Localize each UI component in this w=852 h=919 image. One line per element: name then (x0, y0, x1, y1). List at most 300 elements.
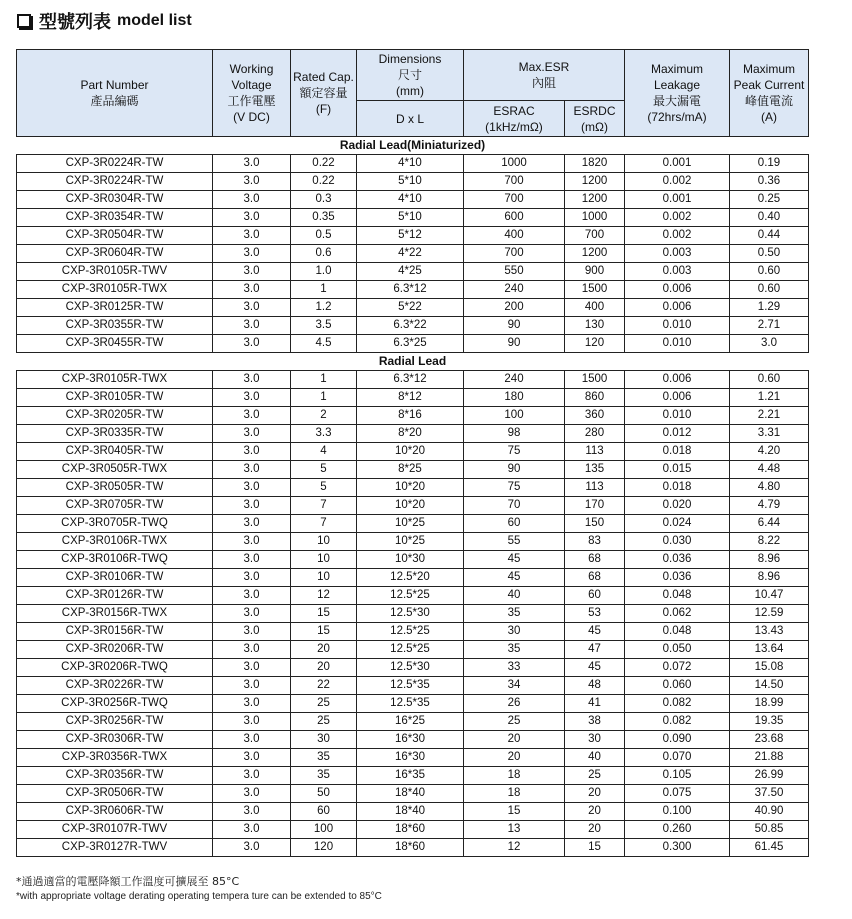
cell-part-number: CXP-3R0224R-TW (17, 173, 213, 191)
cell-dimensions: 10*25 (357, 533, 464, 551)
cell-working-voltage: 3.0 (213, 191, 291, 209)
cell-peak-current: 0.40 (730, 209, 809, 227)
table-row (17, 227, 809, 245)
cell-max-leakage: 0.010 (625, 317, 730, 335)
cell-max-leakage: 0.030 (625, 533, 730, 551)
table-row (17, 479, 809, 497)
cell-working-voltage: 3.0 (213, 551, 291, 569)
cell-part-number: CXP-3R0156R-TWX (17, 605, 213, 623)
table-row (17, 515, 809, 533)
cell-working-voltage: 3.0 (213, 713, 291, 731)
cell-peak-current: 6.44 (730, 515, 809, 533)
cell-max-leakage: 0.050 (625, 641, 730, 659)
cell-working-voltage: 3.0 (213, 587, 291, 605)
cell-esrac: 26 (464, 695, 565, 713)
table-row (17, 299, 809, 317)
cell-esrac: 25 (464, 713, 565, 731)
cell-esrdc: 53 (565, 605, 625, 623)
cell-esrdc: 113 (565, 443, 625, 461)
cell-max-leakage: 0.082 (625, 713, 730, 731)
cell-part-number: CXP-3R0335R-TW (17, 425, 213, 443)
cell-rated-capacitance: 15 (291, 623, 357, 641)
table-row (17, 767, 809, 785)
cell-working-voltage: 3.0 (213, 533, 291, 551)
cell-part-number: CXP-3R0356R-TW (17, 767, 213, 785)
cell-peak-current: 0.25 (730, 191, 809, 209)
cell-esrdc: 48 (565, 677, 625, 695)
cell-part-number: CXP-3R0455R-TW (17, 335, 213, 353)
table-row (17, 785, 809, 803)
cell-part-number: CXP-3R0226R-TW (17, 677, 213, 695)
cell-peak-current: 4.20 (730, 443, 809, 461)
table-row (17, 605, 809, 623)
cell-working-voltage: 3.0 (213, 461, 291, 479)
cell-dimensions: 10*20 (357, 443, 464, 461)
cell-peak-current: 0.50 (730, 245, 809, 263)
cell-esrac: 75 (464, 443, 565, 461)
cell-part-number: CXP-3R0505R-TW (17, 479, 213, 497)
cell-esrac: 20 (464, 749, 565, 767)
cell-dimensions: 5*10 (357, 209, 464, 227)
cell-peak-current: 0.44 (730, 227, 809, 245)
table-row (17, 461, 809, 479)
cell-dimensions: 8*12 (357, 389, 464, 407)
cell-rated-capacitance: 7 (291, 497, 357, 515)
cell-esrac: 60 (464, 515, 565, 533)
cell-part-number: CXP-3R0105R-TWV (17, 263, 213, 281)
cell-dimensions: 18*40 (357, 803, 464, 821)
cell-max-leakage: 0.070 (625, 749, 730, 767)
cell-dimensions: 16*30 (357, 749, 464, 767)
cell-max-leakage: 0.002 (625, 227, 730, 245)
cell-esrdc: 113 (565, 479, 625, 497)
cell-dimensions: 12.5*25 (357, 587, 464, 605)
cell-esrac: 12 (464, 839, 565, 857)
cell-rated-capacitance: 10 (291, 569, 357, 587)
cell-esrdc: 900 (565, 263, 625, 281)
cell-esrdc: 20 (565, 803, 625, 821)
cell-peak-current: 26.99 (730, 767, 809, 785)
cell-dimensions: 10*20 (357, 497, 464, 515)
cell-esrdc: 360 (565, 407, 625, 425)
cell-rated-capacitance: 100 (291, 821, 357, 839)
cell-max-leakage: 0.024 (625, 515, 730, 533)
cell-max-leakage: 0.018 (625, 479, 730, 497)
section-header-row (17, 137, 809, 155)
cell-max-leakage: 0.048 (625, 587, 730, 605)
cell-esrdc: 130 (565, 317, 625, 335)
cell-peak-current: 0.60 (730, 281, 809, 299)
cell-max-leakage: 0.010 (625, 335, 730, 353)
footnote-en: *with appropriate voltage derating operating tempera ture can be extended to 85°C (16, 891, 382, 902)
cell-esrac: 240 (464, 281, 565, 299)
cell-rated-capacitance: 4 (291, 443, 357, 461)
cell-rated-capacitance: 120 (291, 839, 357, 857)
cell-dimensions: 6.3*25 (357, 335, 464, 353)
cell-peak-current: 8.96 (730, 551, 809, 569)
cell-part-number: CXP-3R0106R-TWQ (17, 551, 213, 569)
cell-max-leakage: 0.300 (625, 839, 730, 857)
cell-max-leakage: 0.018 (625, 443, 730, 461)
table-row (17, 533, 809, 551)
cell-working-voltage: 3.0 (213, 785, 291, 803)
cell-part-number: CXP-3R0705R-TWQ (17, 515, 213, 533)
cell-rated-capacitance: 1 (291, 281, 357, 299)
cell-esrdc: 30 (565, 731, 625, 749)
cell-esrac: 240 (464, 371, 565, 389)
table-row (17, 425, 809, 443)
cell-dimensions: 5*10 (357, 173, 464, 191)
cell-dimensions: 16*35 (357, 767, 464, 785)
cell-working-voltage: 3.0 (213, 695, 291, 713)
cell-rated-capacitance: 10 (291, 533, 357, 551)
table-row (17, 659, 809, 677)
cell-dimensions: 12.5*25 (357, 623, 464, 641)
cell-dimensions: 8*16 (357, 407, 464, 425)
table-body (17, 137, 809, 857)
table-row (17, 803, 809, 821)
cell-esrac: 700 (464, 245, 565, 263)
cell-working-voltage: 3.0 (213, 299, 291, 317)
header-dimensions: Dimensions 尺寸 (mm) (357, 50, 464, 101)
cell-esrac: 90 (464, 335, 565, 353)
cell-dimensions: 12.5*30 (357, 605, 464, 623)
cell-dimensions: 12.5*20 (357, 569, 464, 587)
cell-dimensions: 12.5*25 (357, 641, 464, 659)
cell-rated-capacitance: 0.3 (291, 191, 357, 209)
cell-esrdc: 1200 (565, 191, 625, 209)
table-row (17, 191, 809, 209)
table-row (17, 209, 809, 227)
header-working-voltage: Working Voltage 工作電壓 (V DC) (213, 50, 291, 137)
cell-rated-capacitance: 3.5 (291, 317, 357, 335)
cell-esrdc: 400 (565, 299, 625, 317)
cell-working-voltage: 3.0 (213, 263, 291, 281)
cell-rated-capacitance: 5 (291, 479, 357, 497)
cell-peak-current: 18.99 (730, 695, 809, 713)
cell-max-leakage: 0.003 (625, 263, 730, 281)
header-max-peak-current: Maximum Peak Current 峰值電流 (A) (730, 50, 809, 137)
cell-max-leakage: 0.062 (625, 605, 730, 623)
cell-esrac: 45 (464, 551, 565, 569)
cell-dimensions: 5*22 (357, 299, 464, 317)
cell-working-voltage: 3.0 (213, 209, 291, 227)
cell-esrdc: 45 (565, 659, 625, 677)
table-row (17, 371, 809, 389)
cell-working-voltage: 3.0 (213, 749, 291, 767)
cell-esrdc: 1200 (565, 173, 625, 191)
table-row (17, 713, 809, 731)
title-zh: 型號列表 (39, 12, 111, 33)
cell-part-number: CXP-3R0105R-TWX (17, 281, 213, 299)
table-row (17, 407, 809, 425)
cell-dimensions: 6.3*12 (357, 371, 464, 389)
cell-dimensions: 12.5*35 (357, 695, 464, 713)
cell-dimensions: 10*20 (357, 479, 464, 497)
cell-esrdc: 700 (565, 227, 625, 245)
cell-esrac: 75 (464, 479, 565, 497)
cell-peak-current: 4.48 (730, 461, 809, 479)
table-row (17, 551, 809, 569)
cell-esrac: 33 (464, 659, 565, 677)
cell-max-leakage: 0.105 (625, 767, 730, 785)
cell-rated-capacitance: 1.0 (291, 263, 357, 281)
cell-peak-current: 13.43 (730, 623, 809, 641)
cell-esrac: 700 (464, 173, 565, 191)
cell-rated-capacitance: 4.5 (291, 335, 357, 353)
cell-part-number: CXP-3R0205R-TW (17, 407, 213, 425)
checkbox-square-icon (17, 14, 31, 28)
cell-dimensions: 18*40 (357, 785, 464, 803)
cell-esrac: 600 (464, 209, 565, 227)
cell-peak-current: 3.0 (730, 335, 809, 353)
cell-max-leakage: 0.001 (625, 155, 730, 173)
cell-rated-capacitance: 35 (291, 749, 357, 767)
cell-working-voltage: 3.0 (213, 245, 291, 263)
header-esrac: ESRAC (1kHz/mΩ) (464, 101, 565, 137)
cell-max-leakage: 0.001 (625, 191, 730, 209)
title-en: model list (117, 12, 192, 29)
table-row (17, 677, 809, 695)
cell-esrac: 15 (464, 803, 565, 821)
cell-part-number: CXP-3R0105R-TWX (17, 371, 213, 389)
cell-rated-capacitance: 10 (291, 551, 357, 569)
cell-max-leakage: 0.260 (625, 821, 730, 839)
cell-rated-capacitance: 0.6 (291, 245, 357, 263)
cell-part-number: CXP-3R0156R-TW (17, 623, 213, 641)
cell-part-number: CXP-3R0306R-TW (17, 731, 213, 749)
cell-part-number: CXP-3R0127R-TWV (17, 839, 213, 857)
cell-part-number: CXP-3R0304R-TW (17, 191, 213, 209)
cell-max-leakage: 0.082 (625, 695, 730, 713)
cell-esrac: 400 (464, 227, 565, 245)
cell-esrac: 40 (464, 587, 565, 605)
cell-working-voltage: 3.0 (213, 839, 291, 857)
cell-rated-capacitance: 12 (291, 587, 357, 605)
cell-esrac: 20 (464, 731, 565, 749)
table-row (17, 695, 809, 713)
header-dimensions-dxl: D x L (357, 101, 464, 137)
table-row (17, 281, 809, 299)
cell-rated-capacitance: 1 (291, 371, 357, 389)
cell-max-leakage: 0.002 (625, 173, 730, 191)
model-list-table (16, 49, 809, 857)
cell-max-leakage: 0.012 (625, 425, 730, 443)
cell-esrdc: 38 (565, 713, 625, 731)
cell-esrdc: 860 (565, 389, 625, 407)
cell-dimensions: 4*10 (357, 191, 464, 209)
cell-part-number: CXP-3R0604R-TW (17, 245, 213, 263)
cell-part-number: CXP-3R0206R-TWQ (17, 659, 213, 677)
cell-rated-capacitance: 15 (291, 605, 357, 623)
cell-max-leakage: 0.100 (625, 803, 730, 821)
cell-esrac: 45 (464, 569, 565, 587)
table-row (17, 641, 809, 659)
cell-peak-current: 2.21 (730, 407, 809, 425)
cell-max-leakage: 0.036 (625, 551, 730, 569)
cell-esrac: 70 (464, 497, 565, 515)
cell-esrdc: 41 (565, 695, 625, 713)
cell-max-leakage: 0.072 (625, 659, 730, 677)
cell-dimensions: 6.3*12 (357, 281, 464, 299)
cell-part-number: CXP-3R0106R-TW (17, 569, 213, 587)
cell-max-leakage: 0.090 (625, 731, 730, 749)
cell-esrdc: 1200 (565, 245, 625, 263)
cell-dimensions: 18*60 (357, 839, 464, 857)
cell-esrdc: 1500 (565, 281, 625, 299)
table-row (17, 155, 809, 173)
cell-part-number: CXP-3R0107R-TWV (17, 821, 213, 839)
cell-part-number: CXP-3R0206R-TW (17, 641, 213, 659)
table-row (17, 839, 809, 857)
cell-working-voltage: 3.0 (213, 443, 291, 461)
cell-rated-capacitance: 35 (291, 767, 357, 785)
cell-esrdc: 15 (565, 839, 625, 857)
cell-part-number: CXP-3R0125R-TW (17, 299, 213, 317)
cell-peak-current: 8.96 (730, 569, 809, 587)
cell-max-leakage: 0.015 (625, 461, 730, 479)
table-row (17, 317, 809, 335)
cell-rated-capacitance: 3.3 (291, 425, 357, 443)
cell-esrdc: 45 (565, 623, 625, 641)
cell-peak-current: 4.79 (730, 497, 809, 515)
cell-part-number: CXP-3R0106R-TWX (17, 533, 213, 551)
cell-dimensions: 16*25 (357, 713, 464, 731)
cell-peak-current: 3.31 (730, 425, 809, 443)
cell-esrdc: 150 (565, 515, 625, 533)
table-row (17, 821, 809, 839)
cell-part-number: CXP-3R0405R-TW (17, 443, 213, 461)
cell-rated-capacitance: 0.22 (291, 155, 357, 173)
table-row (17, 497, 809, 515)
cell-part-number: CXP-3R0355R-TW (17, 317, 213, 335)
cell-part-number: CXP-3R0504R-TW (17, 227, 213, 245)
cell-max-leakage: 0.036 (625, 569, 730, 587)
header-rated-capacitance: Rated Cap. 額定容量 (F) (291, 50, 357, 137)
cell-esrdc: 280 (565, 425, 625, 443)
cell-esrac: 35 (464, 641, 565, 659)
cell-esrac: 90 (464, 317, 565, 335)
cell-esrac: 30 (464, 623, 565, 641)
cell-part-number: CXP-3R0224R-TW (17, 155, 213, 173)
cell-part-number: CXP-3R0256R-TW (17, 713, 213, 731)
table-row (17, 731, 809, 749)
cell-working-voltage: 3.0 (213, 389, 291, 407)
cell-part-number: CXP-3R0126R-TW (17, 587, 213, 605)
cell-part-number: CXP-3R0256R-TWQ (17, 695, 213, 713)
cell-part-number: CXP-3R0354R-TW (17, 209, 213, 227)
cell-working-voltage: 3.0 (213, 173, 291, 191)
cell-peak-current: 1.29 (730, 299, 809, 317)
cell-part-number: CXP-3R0506R-TW (17, 785, 213, 803)
cell-esrdc: 60 (565, 587, 625, 605)
cell-dimensions: 4*10 (357, 155, 464, 173)
table-row (17, 443, 809, 461)
cell-esrac: 700 (464, 191, 565, 209)
cell-rated-capacitance: 20 (291, 641, 357, 659)
cell-dimensions: 5*12 (357, 227, 464, 245)
header-max-leakage: Maximum Leakage 最大漏電 (72hrs/mA) (625, 50, 730, 137)
cell-dimensions: 18*60 (357, 821, 464, 839)
cell-rated-capacitance: 22 (291, 677, 357, 695)
cell-esrac: 55 (464, 533, 565, 551)
cell-esrdc: 1000 (565, 209, 625, 227)
cell-rated-capacitance: 1.2 (291, 299, 357, 317)
header-esrdc: ESRDC (mΩ) (565, 101, 625, 137)
cell-rated-capacitance: 25 (291, 695, 357, 713)
footnote-zh: *通過適當的電壓降額工作溫度可擴展至 85°C (16, 875, 240, 888)
table-row (17, 263, 809, 281)
cell-max-leakage: 0.048 (625, 623, 730, 641)
cell-peak-current: 19.35 (730, 713, 809, 731)
cell-esrac: 35 (464, 605, 565, 623)
cell-esrac: 550 (464, 263, 565, 281)
cell-dimensions: 12.5*35 (357, 677, 464, 695)
cell-esrdc: 135 (565, 461, 625, 479)
cell-dimensions: 10*30 (357, 551, 464, 569)
section-title: Radial Lead (17, 353, 809, 371)
cell-dimensions: 8*25 (357, 461, 464, 479)
cell-esrac: 18 (464, 785, 565, 803)
table-row (17, 389, 809, 407)
cell-working-voltage: 3.0 (213, 641, 291, 659)
cell-working-voltage: 3.0 (213, 425, 291, 443)
cell-esrdc: 1820 (565, 155, 625, 173)
cell-rated-capacitance: 25 (291, 713, 357, 731)
cell-peak-current: 0.36 (730, 173, 809, 191)
cell-peak-current: 15.08 (730, 659, 809, 677)
table-row (17, 623, 809, 641)
cell-dimensions: 6.3*22 (357, 317, 464, 335)
cell-rated-capacitance: 0.22 (291, 173, 357, 191)
cell-rated-capacitance: 60 (291, 803, 357, 821)
cell-peak-current: 61.45 (730, 839, 809, 857)
cell-esrac: 34 (464, 677, 565, 695)
cell-working-voltage: 3.0 (213, 803, 291, 821)
cell-working-voltage: 3.0 (213, 569, 291, 587)
cell-esrdc: 170 (565, 497, 625, 515)
cell-part-number: CXP-3R0705R-TW (17, 497, 213, 515)
cell-working-voltage: 3.0 (213, 821, 291, 839)
section-header-row (17, 353, 809, 371)
table-row (17, 569, 809, 587)
cell-working-voltage: 3.0 (213, 407, 291, 425)
cell-dimensions: 16*30 (357, 731, 464, 749)
cell-peak-current: 14.50 (730, 677, 809, 695)
cell-peak-current: 0.60 (730, 263, 809, 281)
cell-esrac: 100 (464, 407, 565, 425)
cell-dimensions: 4*25 (357, 263, 464, 281)
cell-peak-current: 2.71 (730, 317, 809, 335)
cell-esrdc: 68 (565, 569, 625, 587)
cell-working-voltage: 3.0 (213, 623, 291, 641)
cell-peak-current: 8.22 (730, 533, 809, 551)
cell-max-leakage: 0.006 (625, 371, 730, 389)
cell-working-voltage: 3.0 (213, 155, 291, 173)
cell-esrdc: 83 (565, 533, 625, 551)
cell-peak-current: 23.68 (730, 731, 809, 749)
cell-peak-current: 40.90 (730, 803, 809, 821)
cell-peak-current: 0.19 (730, 155, 809, 173)
cell-part-number: CXP-3R0105R-TW (17, 389, 213, 407)
cell-esrdc: 120 (565, 335, 625, 353)
cell-max-leakage: 0.010 (625, 407, 730, 425)
table-row (17, 587, 809, 605)
cell-max-leakage: 0.006 (625, 299, 730, 317)
cell-peak-current: 10.47 (730, 587, 809, 605)
cell-max-leakage: 0.020 (625, 497, 730, 515)
cell-esrac: 18 (464, 767, 565, 785)
